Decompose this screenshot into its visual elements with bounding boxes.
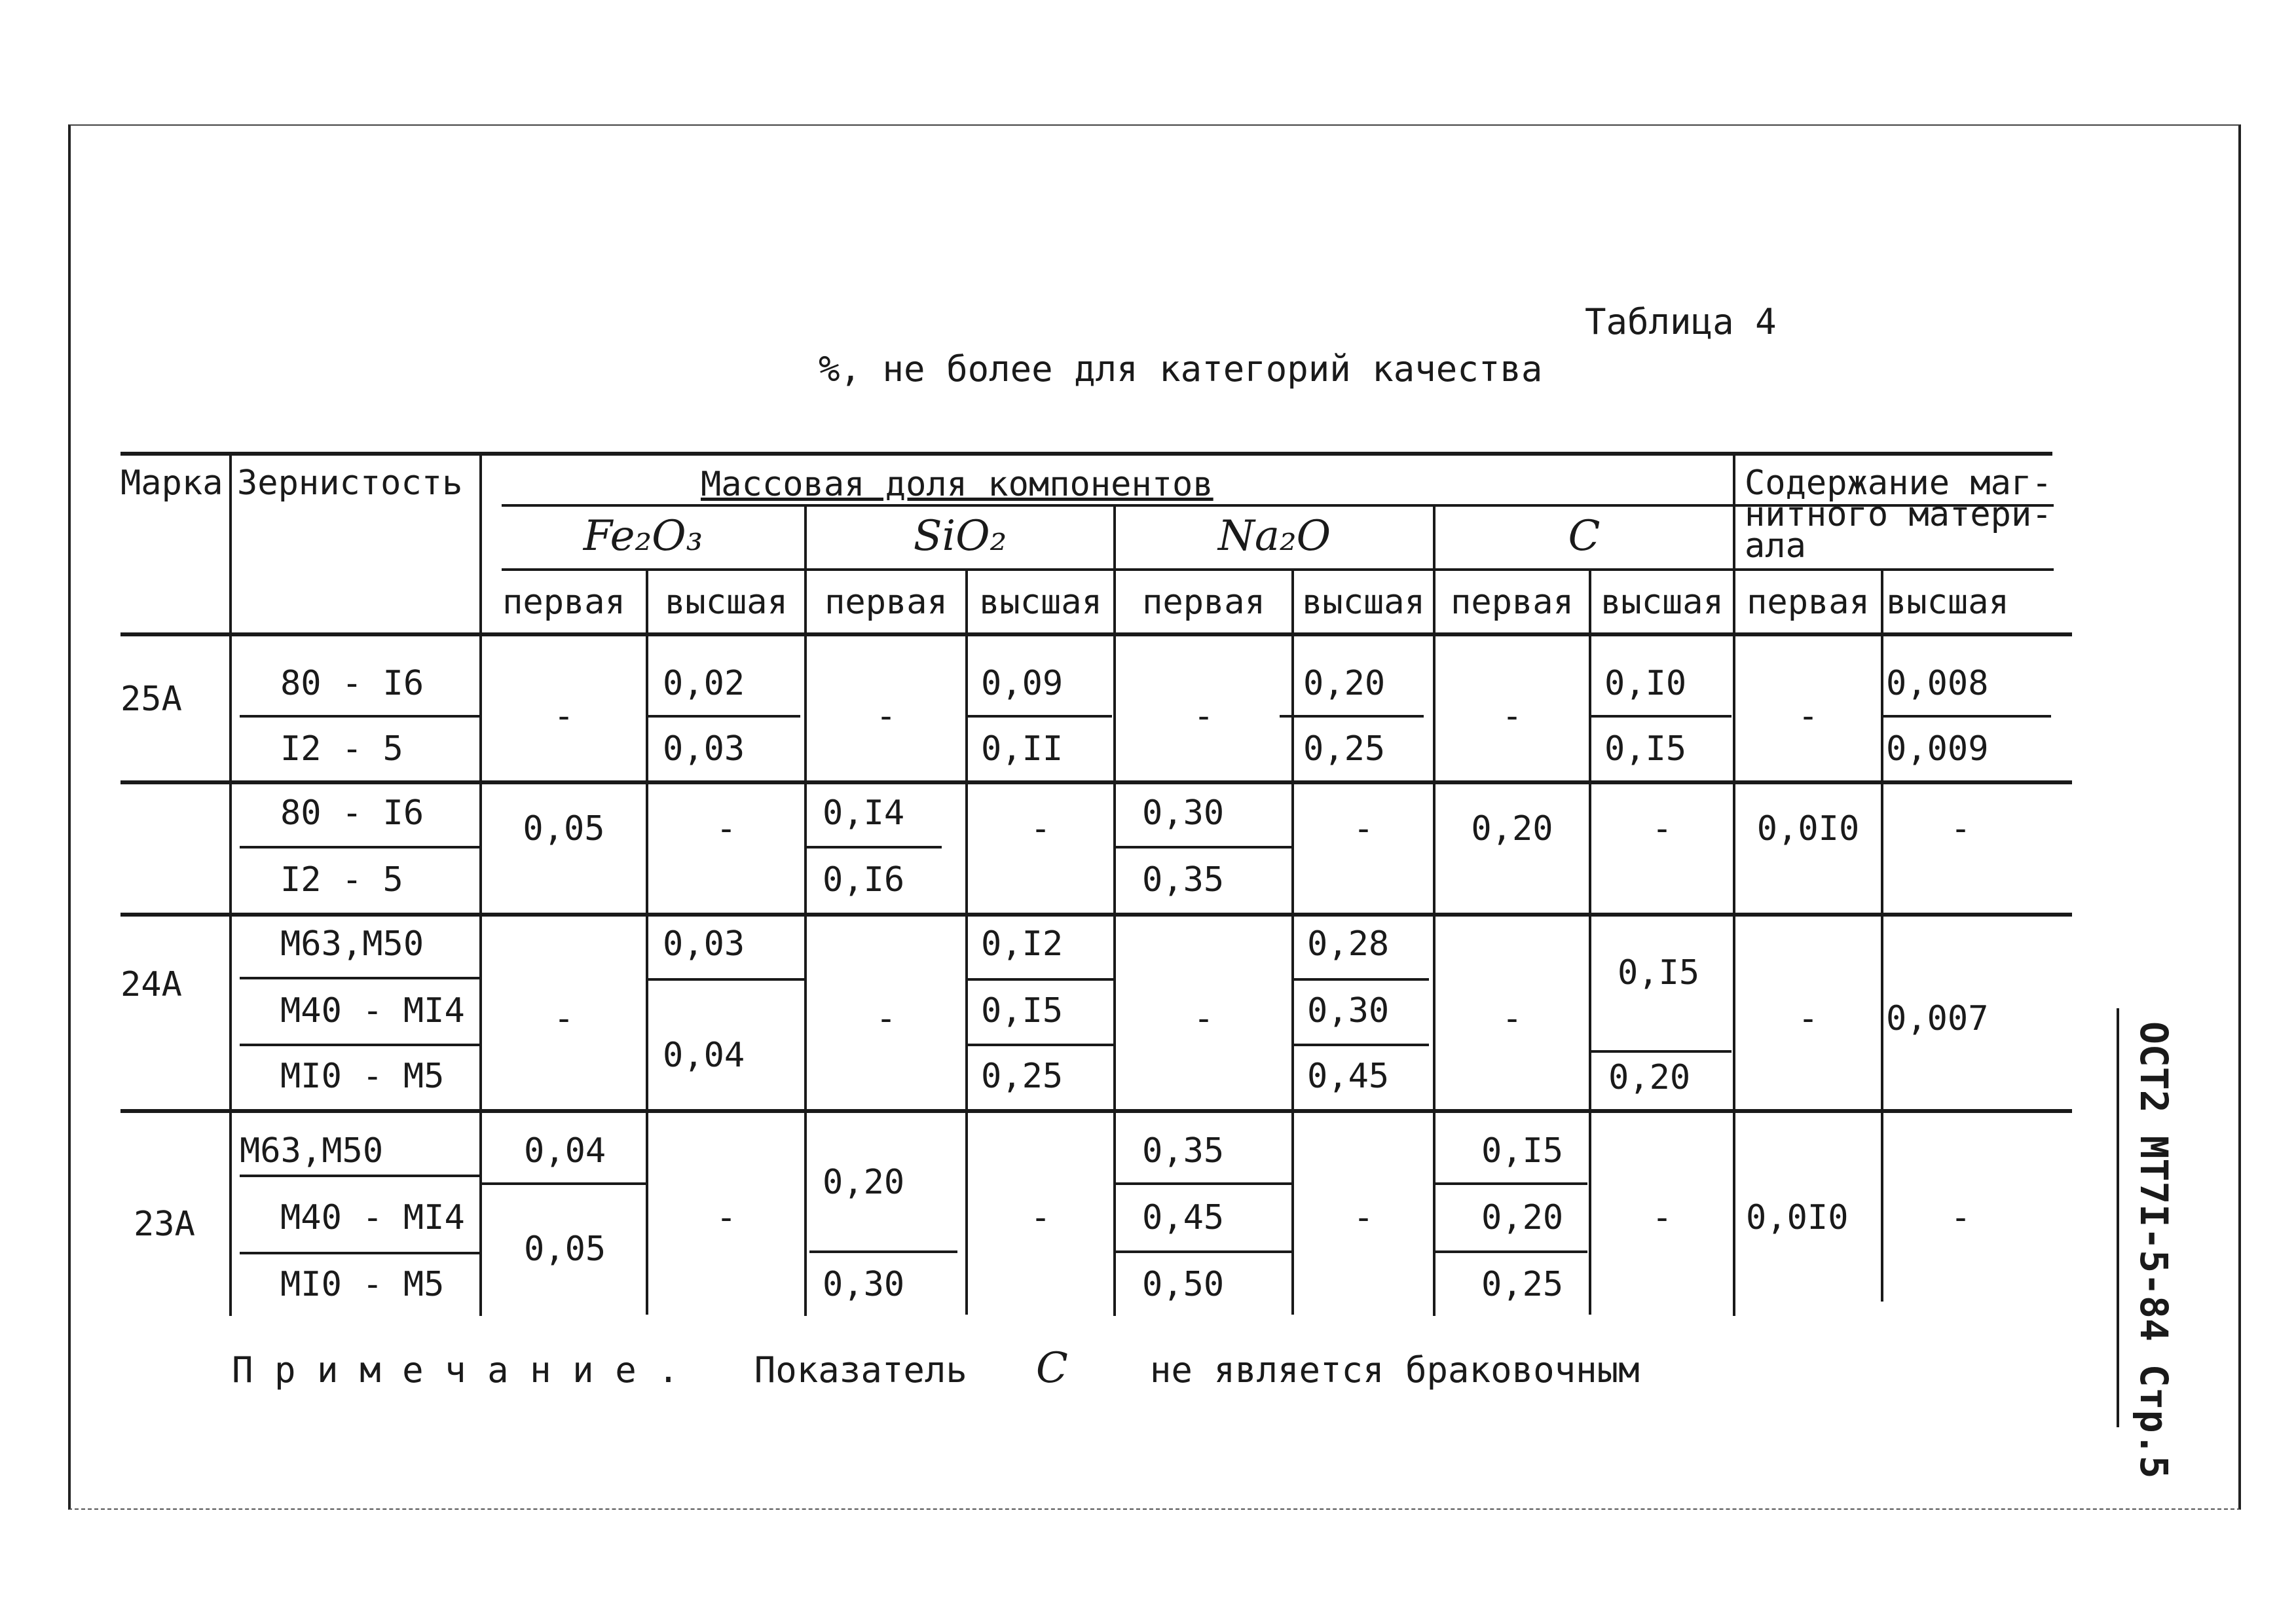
header-first: первая: [502, 583, 625, 622]
value-cell: 0,I5: [1481, 1131, 1564, 1171]
component-fe2o3: Fe₂O₃: [583, 512, 703, 560]
value-cell: 0,I6: [823, 860, 905, 900]
value-cell: -: [1193, 999, 1214, 1038]
value-cell: -: [1193, 697, 1214, 736]
value-cell: 0,0I0: [1746, 1198, 1849, 1237]
column-mass-fraction: Массовая доля компонентов: [701, 465, 1213, 504]
value-cell: 0,I4: [823, 793, 905, 833]
value-cell: 0,03: [663, 729, 745, 769]
value-cell: 0,20: [1481, 1198, 1564, 1237]
value-cell: -: [716, 1198, 737, 1237]
grain-cell: I2 - 5: [280, 729, 403, 769]
header-first: первая: [1451, 583, 1574, 622]
header-first: первая: [824, 583, 948, 622]
value-cell: 0,I5: [1604, 729, 1687, 769]
value-cell: 0,50: [1142, 1265, 1225, 1304]
value-cell: -: [1502, 999, 1523, 1038]
header-highest: высшая: [1302, 583, 1425, 622]
grain-cell: M63,M50: [280, 924, 424, 964]
value-cell: 0,35: [1142, 1131, 1225, 1171]
marka-23a: 23A: [134, 1205, 195, 1244]
header-highest: высшая: [1601, 583, 1724, 622]
value-cell: 0,25: [981, 1057, 1064, 1096]
grain-cell: MI0 - M5: [280, 1057, 445, 1096]
header-first: первая: [1142, 583, 1265, 622]
note-label: П р и м е ч а н и е .: [232, 1349, 679, 1391]
grain-cell: M40 - MI4: [280, 991, 465, 1030]
note: [232, 1344, 1640, 1393]
value-cell: 0,45: [1307, 1057, 1390, 1096]
value-cell: -: [1798, 999, 1819, 1038]
value-cell: 0,30: [823, 1265, 905, 1304]
header-highest: высшая: [1886, 583, 2009, 622]
value-cell: -: [1652, 809, 1673, 848]
value-cell: -: [1030, 809, 1051, 848]
column-marka: Марка: [120, 464, 223, 503]
value-cell: -: [1798, 697, 1819, 736]
value-cell: -: [1950, 1198, 1971, 1237]
grain-cell: 80 - I6: [280, 664, 424, 703]
table-subtitle: %, не более для категорий качества: [819, 348, 1543, 390]
value-cell: 0,II: [981, 729, 1064, 769]
value-cell: -: [1950, 809, 1971, 848]
grain-cell: M63,M50: [240, 1131, 384, 1171]
component-na2o: Na₂O: [1217, 512, 1331, 560]
note-symbol: C: [1035, 1344, 1068, 1393]
value-cell: 0,25: [1481, 1265, 1564, 1304]
value-cell: -: [1030, 1198, 1051, 1237]
value-cell: -: [876, 697, 897, 736]
value-cell: 0,20: [1303, 664, 1386, 703]
note-text-before: Показатель: [754, 1349, 967, 1391]
value-cell: -: [716, 809, 737, 848]
value-cell: 0,0I0: [1756, 809, 1860, 848]
note-text-after: не является браковочным: [1149, 1349, 1640, 1391]
table-label: Таблица 4: [1585, 301, 1777, 342]
value-cell: 0,30: [1142, 793, 1225, 833]
column-magnetic: Содержание маг- нитного матери- ала: [1745, 464, 2052, 566]
value-cell: 0,35: [1142, 860, 1225, 900]
value-cell: 0,008: [1886, 664, 1989, 703]
value-cell: 0,03: [663, 924, 745, 964]
value-cell: -: [876, 999, 897, 1038]
value-cell: -: [553, 999, 574, 1038]
grain-cell: M40 - MI4: [280, 1198, 465, 1237]
grain-cell: MI0 - M5: [280, 1265, 445, 1304]
value-cell: 0,I5: [981, 991, 1064, 1030]
value-cell: 0,007: [1886, 999, 1989, 1038]
value-cell: 0,I0: [1604, 664, 1687, 703]
value-cell: 0,04: [524, 1131, 606, 1171]
value-cell: 0,20: [823, 1163, 905, 1202]
header-highest: высшая: [979, 583, 1102, 622]
value-cell: 0,20: [1608, 1058, 1691, 1097]
column-zernistost: Зернистость: [237, 464, 463, 503]
value-cell: 0,05: [524, 1230, 606, 1269]
marka-24a: 24A: [120, 965, 182, 1004]
document-stamp: ОСТ2 МТ7I-5-84 Стр.5: [2132, 1021, 2176, 1479]
stamp-line: [2117, 1008, 2119, 1427]
header-highest: высшая: [665, 583, 788, 622]
value-cell: -: [1353, 809, 1374, 848]
value-cell: 0,09: [981, 664, 1064, 703]
value-cell: -: [1353, 1198, 1374, 1237]
marka-25a: 25A: [120, 680, 182, 719]
value-cell: -: [1652, 1198, 1673, 1237]
value-cell: 0,I5: [1618, 953, 1700, 993]
value-cell: 0,05: [523, 809, 605, 848]
header-first: первая: [1747, 583, 1870, 622]
grain-cell: I2 - 5: [280, 860, 403, 900]
component-c: C: [1568, 512, 1601, 560]
value-cell: 0,25: [1303, 729, 1386, 769]
component-sio2: SiO₂: [913, 512, 1007, 560]
value-cell: 0,28: [1307, 924, 1390, 964]
value-cell: -: [1502, 697, 1523, 736]
value-cell: 0,02: [663, 664, 745, 703]
grain-cell: 80 - I6: [280, 793, 424, 833]
value-cell: 0,04: [663, 1036, 745, 1075]
value-cell: 0,30: [1307, 991, 1390, 1030]
value-cell: -: [553, 697, 574, 736]
value-cell: 0,45: [1142, 1198, 1225, 1237]
value-cell: 0,009: [1886, 729, 1989, 769]
value-cell: 0,20: [1471, 809, 1553, 848]
value-cell: 0,I2: [981, 924, 1064, 964]
